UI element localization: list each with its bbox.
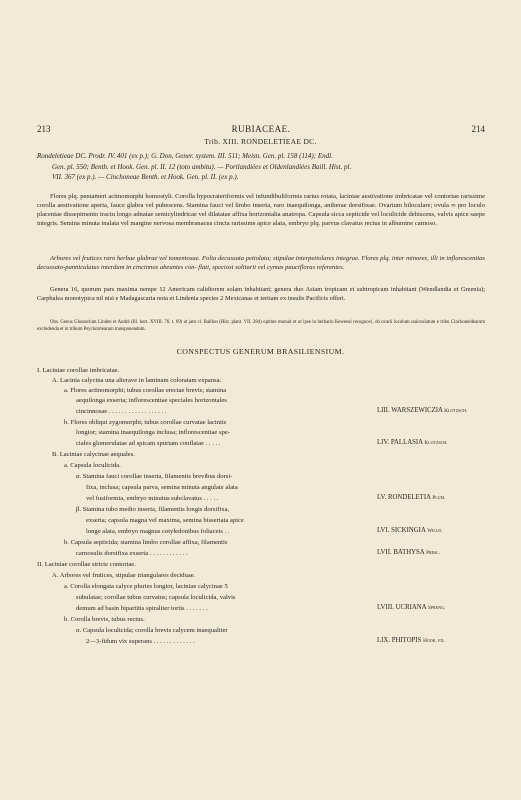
key-line: II. Laciniae corollae stricte contortae. (37, 561, 136, 568)
genus-author: Hook. fil. (423, 638, 446, 644)
genus-entry (377, 604, 445, 611)
key-line: fixa, inclusa; capsula parva, semina minuta angulate alata (86, 484, 238, 491)
genera-line: Mexicanas et tertiam ex insulis Pacificis offert. (224, 294, 346, 302)
key-line: α. Stamina fauci corollae inserta, filamentis brevibus dorsi- (76, 473, 233, 480)
key-line: exserta; capsula magna vel maxima, semina bisseriata apice (86, 517, 244, 524)
key-line: a. Capsula loculicida. (64, 462, 121, 469)
genus-author: Willd. (427, 528, 443, 534)
genus-name: UCRIANA (395, 604, 427, 611)
key-line: a. Corolla elongata calyce pluries longior, laciniae calycinae 5 (64, 583, 228, 590)
key-line: a. Flores actinomorphi; tubus corollae erectae brevis; stamina (64, 387, 227, 394)
key-line: ciales glomerulatae ad spicam spuriam conflatae . . . . . (76, 440, 221, 447)
genus-number: LV. (377, 494, 387, 501)
key-line: I. Laciniae corollae imbricatae. (37, 367, 120, 374)
genus-number: LIV. (377, 439, 390, 446)
genus-author: Klotzsch. (424, 440, 448, 446)
description-line: Flores plq. pentameri actinomorphi homostyli. Corolla hypocrateriformis vel infundibuliformis rarius (50, 193, 320, 200)
genus-author: Plum. (432, 495, 446, 501)
habit-line: flati, speciosi solitarii vel cymas paucifloras referentes. (198, 264, 345, 271)
genera-line: subtropicam inhabitant (Wendlandia et Greenia); Carphalea monotypica nil nisi e Madagascaria nota et Lindenia species 2 (37, 286, 485, 302)
key-line: carnosulis dorsifixa exserta . . . . . . . . . . . . (76, 550, 188, 557)
genus-entry (377, 439, 447, 446)
synonymy-line: Rondeletieae DC. Prodr. IV. 401 (ex p.); G. Don, Gener. system. III. 511; Meisn. Gen. pl. 158 (114); Endl. (37, 152, 333, 160)
genus-number: LIII. (377, 407, 390, 414)
genus-entry (377, 494, 445, 501)
habit-line: Arbores vel frutices raro herbae glabrae vel tomentosae. Folia decussata petiolata; stipulae interpetiolares (50, 255, 335, 262)
key-line: b. Capsula septicida; stamina limbo corollae affixa, filamentis (64, 539, 228, 546)
key-line: b. Corolla brevis, tubus rectus. (64, 616, 145, 623)
genus-name: BATHYSA (393, 549, 425, 556)
page-number-right: 214 (471, 124, 485, 134)
page-number-left: 213 (37, 124, 51, 134)
key-line: vel fusiformia, embryo minutus subclavatus . . . . . (86, 495, 219, 502)
genus-author: Klotzsch. (444, 408, 468, 414)
key-line: demum ad basin bipartitis spiraliter tortis . . . . . . . (76, 605, 208, 612)
obs-line: herbario Kewensi recognovi, ob ovarii loculum uniovulatum e tribu Cinchoneidearum excludenda et in tribum Psychotriearum transponendum. (37, 320, 486, 332)
genus-entry (377, 549, 440, 556)
genus-name: PHITOPIS (391, 637, 422, 644)
genus-name: WARSZEWICZIA (391, 407, 443, 414)
habit-line: integrae. Flores plq. inter minores, illi in inflorescentias decussato-panniculatas interdum in cincinnos abeuntes con- (37, 255, 485, 271)
running-title: RUBIACEAE. (231, 124, 291, 134)
key-line: longe alata, embryo magnus cotyledonibus foliaceis . . (86, 528, 230, 535)
description-line: placentae dissepimento tractu longo adnatae semicylindricae vel dilatatae affixa horizontalia anatropa. Capsula (37, 210, 330, 218)
genus-entry (377, 637, 445, 644)
genus-author: Spreng. (427, 605, 446, 611)
key-line: cincinnosae . . . . . . . . . . . . . . . . . . (76, 408, 167, 415)
genus-number: LVI. (377, 527, 390, 534)
key-line: longior; stamina inaequilonga inclusa; inflorescentiae spe- (76, 429, 230, 436)
genus-name: RONDELETIA (387, 494, 431, 501)
genera-line: Genera 16, quorum pars maxima nempe 12 Americam calidiorem solam inhabitant; genera duo Asiam tropicam et (50, 286, 355, 293)
genus-author: Presl. (426, 550, 441, 556)
key-line: b. Flores obliqui zygomorphi; tubus corollae curvatae laciniis (64, 419, 227, 426)
key-line: A. Arbores vel frutices, stipulae triangulares deciduae. (52, 572, 196, 579)
key-line: β. Stamina tubo medio inserta, filamentis longis dorsifixa, (76, 506, 230, 513)
key-line: aequilonga exserta; inflorescentiae speciales horizontales (76, 397, 227, 404)
tribe-heading: Trib. XIII. RONDELETIEAE DC. (204, 137, 317, 146)
genus-entry (377, 407, 467, 414)
description-line: Stamina fauci vel limbo inserta, raro inaequilonga, antherae dorsifixae. Ovarium biloculare; ovula ∞ pro loculo (186, 201, 485, 209)
key-line: subulatae; corollae tubus curvatus; capsula loculicida, valvis (76, 594, 236, 601)
synonymy-line: Gen. pl. 550; Benth. et Hook. Gen. pl. II. 12 (toto ambitu). — Portlandiées et Oldenlandiées Baill. Hist. pl. (52, 162, 352, 171)
genus-entry (377, 527, 443, 534)
description-line: sicca septicide vel loculicide dehiscens, valvis apice saepe integris. Semina minuta inalata vel margine nervosa (37, 210, 485, 227)
key-line: B. Laciniae calycinae aequales. (52, 451, 135, 458)
key-line: 2—3-fidum vix superans . . . . . . . . . . . . . (86, 638, 195, 645)
genus-name: SICKINGIA (391, 527, 426, 534)
synonymy-line: VII. 367 (ex p.). — Cinchoneae Benth. et Hook. Gen. pl. II. (ex p.). (52, 173, 239, 181)
conspectus-title: CONSPECTUS GENERUM BRASILIENSIUM. (176, 347, 345, 356)
key-line: α. Capsula loculicida; corolla brevis calycem inaequaliter (76, 627, 228, 634)
description-line: rotata, laciniae aestivatione imbricatae vel contortae rarissime corolla aestivatione aperta, fauce glabra vel pubescens. (37, 193, 486, 209)
obs-line: Obs. Genus Glossurium Linden et André (Ill. hort. XVIII. 76. t. 69) ut jam cl. Baillon (Hist. plant. VII. 284) optime monuit et ut ipse in (50, 320, 317, 325)
genus-number: LVII. (377, 549, 392, 556)
key-line: A. Lacinia calycina una alterave in laminam coloratam expansa. (52, 377, 222, 384)
genus-number: LIX. (377, 637, 391, 644)
genus-name: PALLASIA (390, 439, 423, 446)
description-line: membranacea cincta rarissime apice alata, embryo plq. parvus clavatus rectus in albumine carnoso. (175, 219, 437, 227)
genus-number: LVIII. (377, 604, 394, 611)
